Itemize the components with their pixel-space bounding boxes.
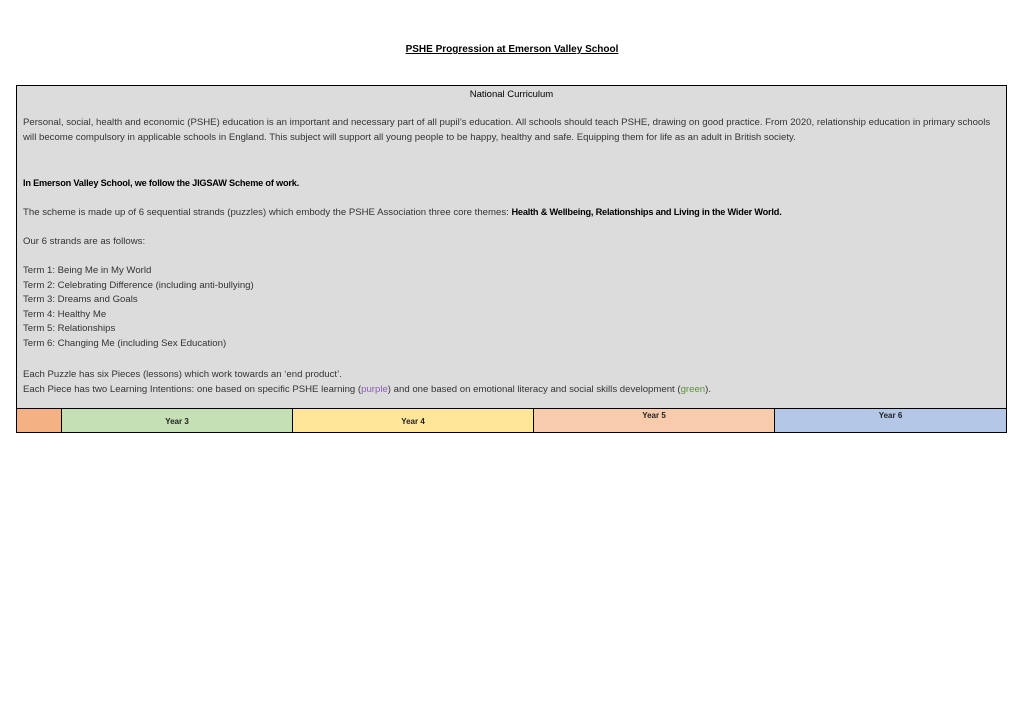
document-title: PSHE Progression at Emerson Valley School (405, 44, 619, 55)
year-header-row (16, 408, 1007, 433)
strands-intro: Our 6 strands are as follows: (23, 236, 146, 247)
piece-paragraph (23, 383, 998, 398)
purple-word: purple (361, 384, 388, 395)
terms-list (23, 264, 998, 351)
list-item: Term 5: Relationships (23, 323, 116, 334)
list-item: Term 3: Dreams and Goals (23, 294, 138, 305)
piece-text-end: ). (705, 384, 711, 395)
list-item: Term 6: Changing Me (including Sex Education) (23, 337, 227, 349)
list-item: Term 4: Healthy Me (23, 308, 107, 320)
intro-paragraph: Personal, social, health and economic (PSHE) education is an important and necessary part of all pupil’s education. All schools should teach PSHE, drawing on good practice. From 2020, relationship education in primary schools will become compulsory in applicable schools in England. This subject will support all young people to be happy, healthy and safe. Equipping them for life as an adult in British society. (23, 117, 991, 143)
national-curriculum-box (16, 85, 1007, 408)
jigsaw-statement: In Emerson Valley School, we follow the JIGSAW Scheme of work. (23, 178, 300, 188)
year-5-header: Year 5 (534, 409, 775, 432)
puzzle-paragraph: Each Puzzle has six Pieces (lessons) which work towards an ‘end product’. (23, 369, 342, 380)
core-themes: Health & Wellbeing, Relationships and Living in the Wider World. (511, 207, 782, 217)
list-item: Term 2: Celebrating Difference (including anti-bullying) (23, 279, 254, 291)
box-heading: National Curriculum (469, 89, 554, 100)
piece-text-start: Each Piece has two Learning Intentions: one based on specific PSHE learning ( (23, 384, 362, 395)
scheme-text: The scheme is made up of 6 sequential strands (puzzles) which embody the PSHE Association three core themes: (23, 207, 512, 218)
list-item: Term 1: Being Me in My World (23, 265, 152, 276)
year-6-header: Year 6 (775, 409, 1006, 432)
scheme-paragraph (23, 205, 998, 221)
piece-text-middle: ) and one based on emotional literacy and social skills development ( (387, 384, 681, 395)
year-3-header: Year 3 (62, 409, 293, 432)
blank-header-cell (17, 409, 62, 432)
year-4-header: Year 4 (293, 409, 534, 432)
green-word: green (680, 384, 706, 395)
